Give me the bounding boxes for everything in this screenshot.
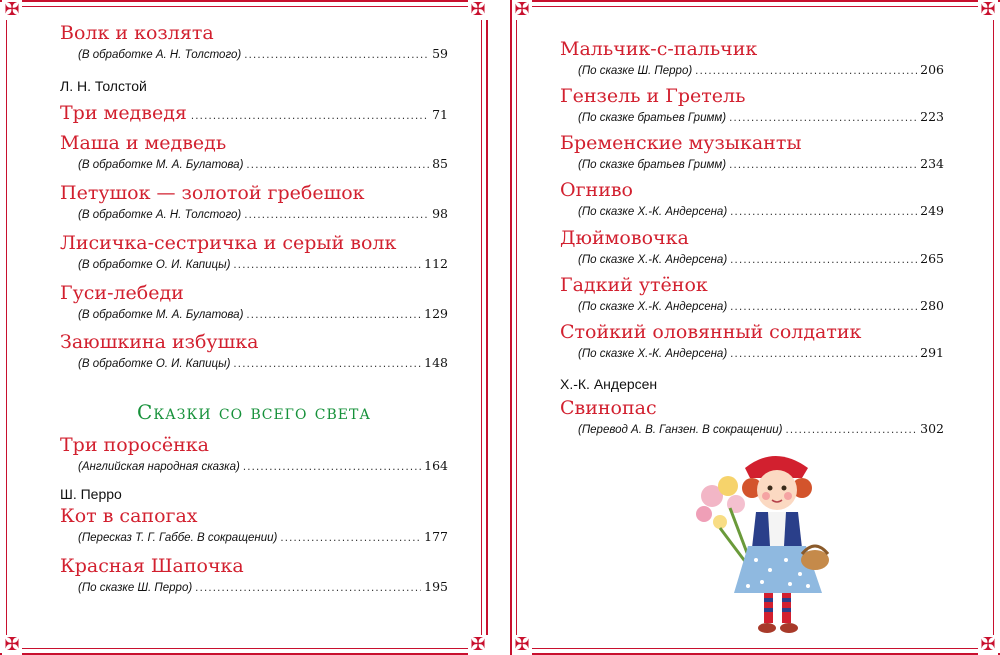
dot-leader (695, 63, 917, 79)
page-number: 265 (920, 251, 944, 266)
story-title: Волк и козлята (60, 22, 214, 44)
source-note: (В обработке М. А. Булатова) (78, 309, 244, 321)
dot-leader (729, 157, 917, 173)
page-number: 112 (424, 256, 448, 271)
page-number: 206 (920, 62, 944, 77)
girl-with-flowers-illustration (690, 448, 840, 638)
dot-leader (191, 110, 428, 122)
toc-entry[interactable] (60, 282, 448, 323)
frame-ornament-icon: ✠ (978, 635, 998, 655)
story-title: Гуси-лебеди (60, 282, 184, 304)
author-label: Х.-К. Андерсен (560, 376, 658, 392)
page-number: 85 (432, 156, 448, 171)
story-source (560, 345, 944, 362)
dot-leader (730, 346, 917, 362)
story-source (560, 156, 944, 173)
page-number: 234 (920, 156, 944, 171)
dot-leader (244, 207, 429, 223)
toc-entry[interactable] (560, 274, 944, 315)
story-source (60, 355, 448, 372)
toc-entry[interactable] (60, 182, 448, 223)
source-note: (По сказке Ш. Перро) (78, 582, 193, 594)
toc-entry[interactable] (560, 38, 944, 79)
story-title: Лисичка-сестричка и серый волк (60, 232, 397, 254)
story-title: Дюймовочка (560, 227, 689, 249)
story-source (60, 206, 448, 223)
section-heading: Сказки со всего света (137, 400, 371, 424)
source-note: (По сказке Х.-К. Андерсена) (578, 206, 728, 218)
toc-entry[interactable] (560, 85, 944, 126)
source-note: (По сказке Х.-К. Андерсена) (578, 301, 728, 313)
dot-leader (233, 257, 421, 273)
story-source (60, 46, 448, 63)
frame-ornament-icon: ✠ (2, 0, 22, 20)
story-source (60, 529, 448, 546)
toc-entry[interactable] (60, 434, 448, 475)
story-source (560, 62, 944, 79)
story-source (560, 251, 944, 268)
toc-entry[interactable] (60, 505, 448, 546)
story-title: Красная Шапочка (60, 555, 244, 577)
toc-entry[interactable] (560, 227, 944, 268)
source-note: (В обработке М. А. Булатова) (78, 159, 244, 171)
source-note: (По сказке братьев Гримм) (578, 159, 727, 171)
page-number: 71 (432, 107, 448, 122)
page-number: 129 (424, 306, 448, 321)
source-note: (По сказке Х.-К. Андерсена) (578, 348, 728, 360)
story-source (60, 306, 448, 323)
story-title: Свинопас (560, 397, 657, 419)
toc-entry[interactable] (60, 232, 448, 273)
dot-leader (233, 356, 421, 372)
story-source (60, 256, 448, 273)
page-number: 223 (920, 109, 944, 124)
frame-ornament-icon: ✠ (468, 0, 488, 20)
book-gutter (488, 0, 510, 655)
page-number: 249 (920, 203, 944, 218)
toc-entry[interactable] (560, 397, 944, 438)
story-source (560, 109, 944, 126)
dot-leader (246, 307, 421, 323)
toc-entry[interactable] (60, 331, 448, 372)
page-number: 291 (920, 345, 944, 360)
frame-ornament-icon: ✠ (512, 0, 532, 20)
story-source (560, 298, 944, 315)
story-title: Бременские музыканты (560, 132, 802, 154)
story-title: Три поросёнка (60, 434, 209, 456)
frame-ornament-icon: ✠ (468, 635, 488, 655)
page-number: 280 (920, 298, 944, 313)
toc-entry[interactable] (560, 132, 944, 173)
story-title: Мальчик-с-пальчик (560, 38, 758, 60)
dot-leader (730, 204, 917, 220)
story-title: Петушок — золотой гребешок (60, 182, 365, 204)
page-number: 164 (424, 458, 448, 473)
story-title: Маша и медведь (60, 132, 227, 154)
page-number: 302 (920, 421, 944, 436)
toc-entry[interactable] (60, 132, 448, 173)
page-number: 195 (424, 579, 448, 594)
story-title: Стойкий оловянный солдатик (560, 321, 862, 343)
story-title: Кот в сапогах (60, 505, 198, 527)
dot-leader (243, 459, 421, 475)
toc-entry[interactable] (560, 321, 944, 362)
source-note: (В обработке О. И. Капицы) (78, 259, 231, 271)
story-title: Гадкий утёнок (560, 274, 708, 296)
author-label: Ш. Перро (60, 486, 122, 502)
source-note: (Английская народная сказка) (78, 461, 240, 473)
author-label: Л. Н. Толстой (60, 78, 147, 94)
frame-ornament-icon: ✠ (2, 635, 22, 655)
frame-ornament-icon: ✠ (978, 0, 998, 20)
dot-leader (244, 47, 429, 63)
source-note: (В обработке А. Н. Толстого) (78, 209, 242, 221)
story-source (60, 156, 448, 173)
dot-leader (195, 580, 421, 596)
story-title: Гензель и Гретель (560, 85, 746, 107)
page-number: 148 (424, 355, 448, 370)
source-note: (По сказке Х.-К. Андерсена) (578, 254, 728, 266)
story-source (560, 203, 944, 220)
source-note: (По сказке братьев Гримм) (578, 112, 727, 124)
story-source (60, 579, 448, 596)
page-number: 177 (424, 529, 448, 544)
source-note: (Пересказ Т. Г. Габбе. В сокращении) (78, 532, 278, 544)
dot-leader (785, 422, 917, 438)
dot-leader (730, 299, 917, 315)
story-title: Заюшкина избушка (60, 331, 259, 353)
source-note: (В обработке А. Н. Толстого) (78, 49, 242, 61)
toc-entry[interactable] (60, 555, 448, 596)
dot-leader (246, 157, 429, 173)
frame-ornament-icon: ✠ (512, 635, 532, 655)
toc-entry[interactable] (60, 22, 448, 63)
dot-leader (730, 252, 917, 268)
story-title: Три медведя (60, 102, 187, 124)
dot-leader (729, 110, 917, 126)
page-number: 59 (432, 46, 448, 61)
story-title: Огниво (560, 179, 633, 201)
toc-entry[interactable] (60, 102, 448, 124)
toc-entry[interactable] (560, 179, 944, 220)
dot-leader (280, 530, 421, 546)
page-number: 98 (432, 206, 448, 221)
source-note: (В обработке О. И. Капицы) (78, 358, 231, 370)
story-source (60, 458, 448, 475)
source-note: (По сказке Ш. Перро) (578, 65, 693, 77)
source-note: (Перевод А. В. Ганзен. В сокращении) (578, 424, 783, 436)
story-source (560, 421, 944, 438)
